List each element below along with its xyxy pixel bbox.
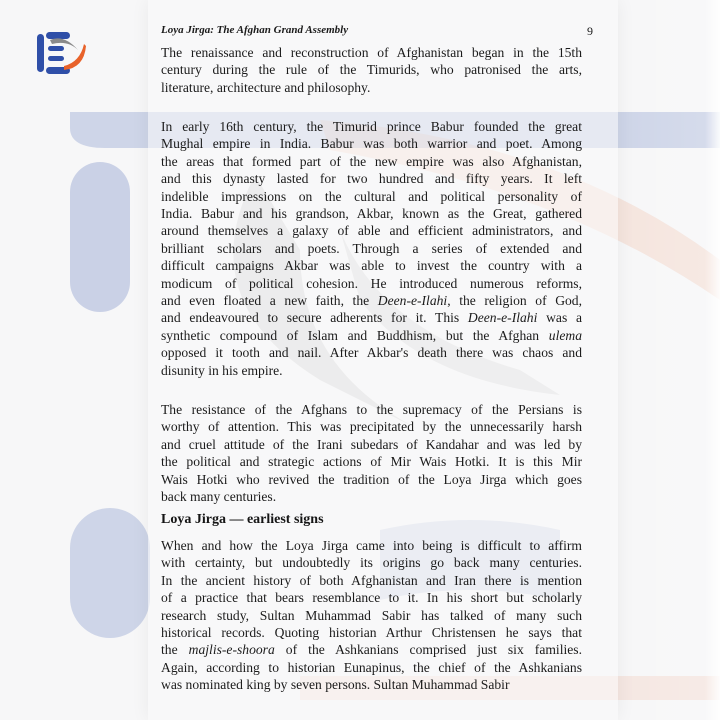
text-line bbox=[161, 61, 582, 78]
text-run: literature, architecture and philosophy. bbox=[161, 79, 371, 95]
text-line bbox=[161, 659, 582, 676]
paragraph bbox=[161, 537, 582, 694]
text-line bbox=[161, 607, 582, 624]
section-heading: Loya Jirga — earliest signs bbox=[161, 512, 324, 527]
text-run: historical records. Quoting historian Arthur Christensen he says that bbox=[161, 625, 582, 641]
text-line bbox=[161, 453, 582, 470]
text-run: was nominated king by seven persons. Sultan Muhammad Sabir bbox=[161, 677, 510, 693]
text-line bbox=[161, 79, 582, 96]
text-run: and this dynasty lasted for two hundred and fifty years. It left bbox=[161, 171, 582, 187]
text-run: around themselves a galaxy of able and efficient administrators, and bbox=[161, 223, 582, 239]
text-run: century during the rule of the Timurids, who patronised the arts, bbox=[161, 62, 582, 78]
text-line bbox=[161, 436, 582, 453]
text-line bbox=[161, 572, 582, 589]
text-run: and even floated a new faith, the bbox=[161, 293, 378, 309]
text-line bbox=[161, 292, 582, 309]
text-line bbox=[161, 275, 582, 292]
text-line bbox=[161, 624, 582, 641]
italic-term: majlis-e-shoora bbox=[188, 642, 275, 658]
text-run: the bbox=[161, 642, 189, 658]
text-line bbox=[161, 488, 582, 505]
text-line bbox=[161, 676, 582, 693]
paragraph bbox=[161, 44, 582, 96]
text-run: back many centuries. bbox=[161, 489, 277, 505]
text-line bbox=[161, 641, 582, 658]
text-run: was a bbox=[537, 310, 582, 326]
text-run: Mughal empire in India. Babur was both warrior and poet. Among bbox=[161, 136, 582, 152]
italic-term: Deen-e-Ilahi bbox=[377, 293, 448, 309]
text-run: the areas that formed part of the new empire was also Afghanistan, bbox=[161, 153, 582, 169]
running-head bbox=[161, 24, 593, 40]
text-run: modicum of political cohesion. He introduced numerous reforms, bbox=[161, 275, 582, 291]
text-run: opposed it tooth and nail. After Akbar's death there was chaos and bbox=[161, 345, 582, 361]
text-run: of a practice that bears resemblance to it. In his short but scholarly bbox=[161, 590, 582, 606]
text-line bbox=[161, 537, 582, 554]
page-number: 9 bbox=[587, 24, 593, 38]
text-line bbox=[161, 554, 582, 571]
text-run: the political and strategic actions of Mir Wais Hotki. It is this Mir bbox=[161, 454, 582, 470]
text-line bbox=[161, 589, 582, 606]
text-line bbox=[161, 153, 582, 170]
text-run: Wais Hotki who revived the tradition of the Loya Jirga which goes bbox=[161, 471, 582, 487]
text-line bbox=[161, 362, 582, 379]
text-run: of the Ashkanians comprised just six families. bbox=[274, 642, 582, 658]
text-line bbox=[161, 309, 582, 326]
text-run: In early 16th century, the Timurid prince Babur founded the great bbox=[161, 119, 582, 134]
text-run: indelible impressions on the cultural and political personality of bbox=[161, 188, 582, 204]
text-run: synthetic compound of Islam and Buddhism, but the Afghan bbox=[161, 327, 549, 343]
text-run: Again, according to historian Eunapinus, the chief of the Ashkanians bbox=[161, 659, 582, 675]
text-run: research study, Sultan Muhammad Sabir has talked of many such bbox=[161, 607, 582, 623]
text-run: , the religion of God, bbox=[447, 293, 582, 309]
text-run: difficult campaigns Akbar was able to invest the country with a bbox=[161, 258, 582, 274]
text-line bbox=[161, 44, 582, 61]
text-line bbox=[161, 170, 582, 187]
text-line bbox=[161, 240, 582, 257]
text-line bbox=[161, 471, 582, 488]
text-line bbox=[161, 418, 582, 435]
text-run: When and how the Loya Jirga came into being is difficult to affirm bbox=[161, 538, 582, 553]
text-line bbox=[161, 205, 582, 222]
text-line bbox=[161, 135, 582, 152]
text-line bbox=[161, 401, 582, 418]
text-line bbox=[161, 188, 582, 205]
paragraph bbox=[161, 118, 582, 379]
text-line bbox=[161, 222, 582, 239]
text-run: with certainty, but undoubtedly its origins go back many centuries. bbox=[161, 555, 582, 571]
running-head-title: Loya Jirga: The Afghan Grand Assembly bbox=[161, 24, 349, 36]
text-run: The resistance of the Afghans to the supremacy of the Persians is bbox=[161, 402, 582, 417]
text-run: brilliant scholars and poets. Through a series of extended and bbox=[161, 240, 582, 256]
text-line bbox=[161, 327, 582, 344]
text-run: and cruel attitude of the Irani subedars of Kandahar and was led by bbox=[161, 436, 582, 452]
italic-term: Deen-e-Ilahi bbox=[467, 310, 538, 326]
text-run: In the ancient history of both Afghanistan and Iran there is mention bbox=[161, 572, 582, 588]
text-line bbox=[161, 118, 582, 135]
library-logo-icon bbox=[34, 26, 88, 80]
text-run: India. Babur and his grandson, Akbar, known as the Great, gathered bbox=[161, 206, 582, 222]
text-line bbox=[161, 257, 582, 274]
italic-term: ulema bbox=[548, 327, 582, 343]
paragraph bbox=[161, 401, 582, 505]
text-run: disunity in his empire. bbox=[161, 362, 283, 378]
text-run: and endeavoured to secure adherents for it. This bbox=[161, 310, 468, 326]
text-run: The renaissance and reconstruction of Afghanistan began in the 15th bbox=[161, 45, 582, 60]
text-line bbox=[161, 344, 582, 361]
text-run: worthy of attention. This was precipitated by the unnecessarily harsh bbox=[161, 419, 582, 435]
